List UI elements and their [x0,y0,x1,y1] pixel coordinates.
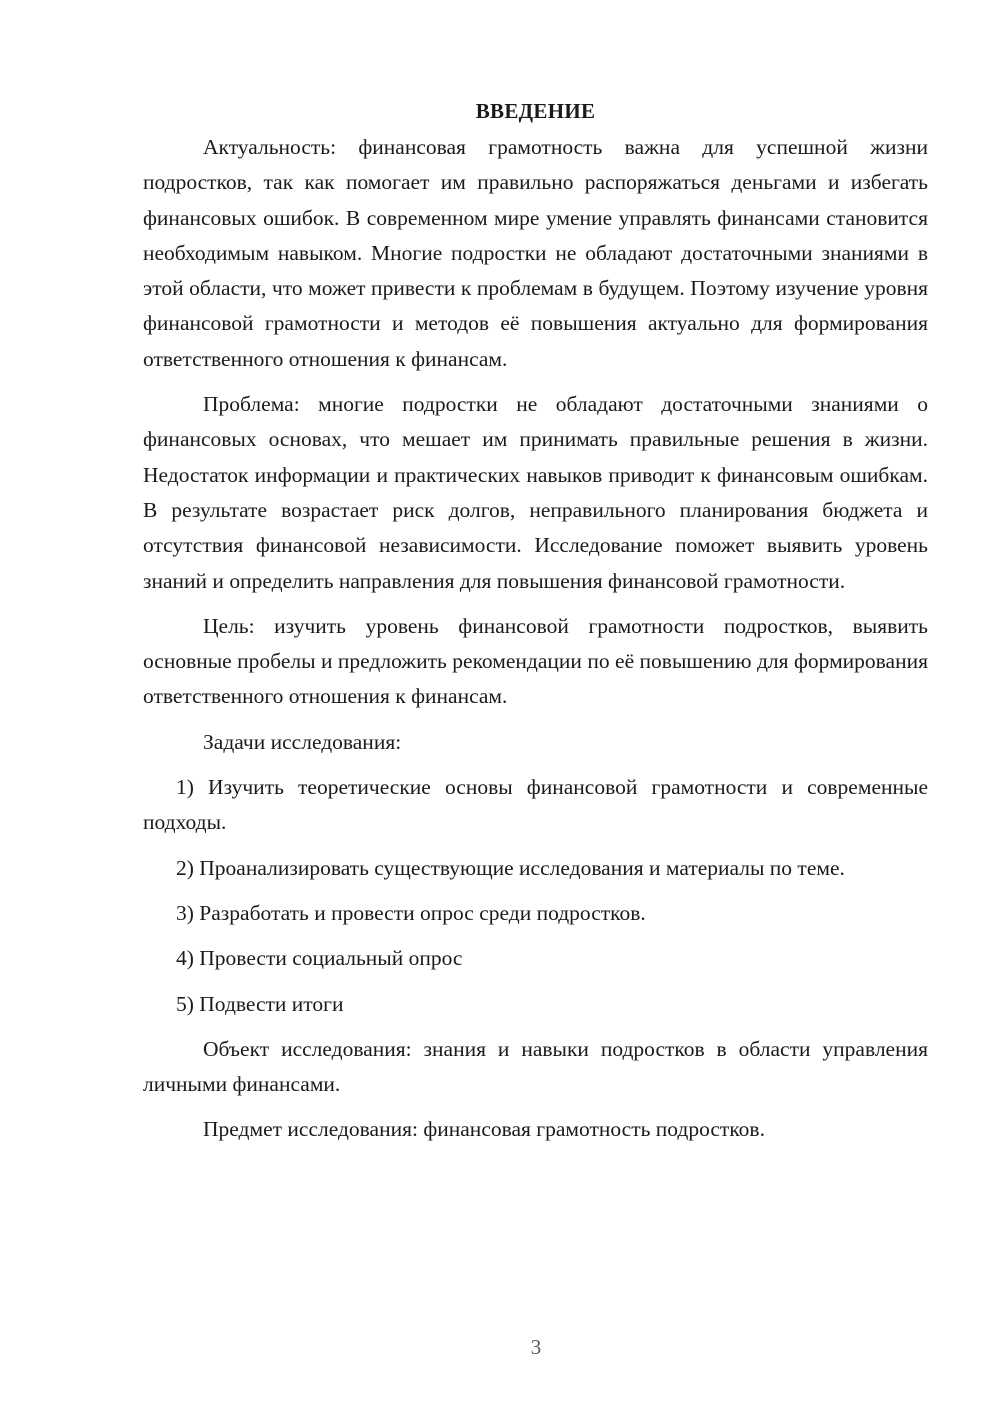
tasks-heading: Задачи исследования: [203,729,402,754]
goal-paragraph: Цель: изучить уровень финансовой грамотности подростков, выявить основные пробелы и предложить рекомендации по её повышению для формирования ответственного отношения к финансам. [143,613,928,709]
relevance-paragraph: Актуальность: финансовая грамотность важна для успешной жизни подростков, так как помогает им правильно распоряжаться деньгами и избегать финансовых ошибок. В современном мире умение управлять финансами становится необходимым навыком. Многие подростки не обладают достаточными знаниями в этой области, что может привести к проблемам в будущем. Поэтому изучение уровня финансовой грамотности и методов её повышения актуально для формирования ответственного отношения к финансам. [143,135,928,371]
task-item: 5) Подвести итоги [176,991,344,1016]
task-item: 3) Разработать и провести опрос среди подростков. [176,900,646,925]
section-title: ВВЕДЕНИЕ [475,99,596,123]
task-item: 4) Провести социальный опрос [176,946,463,971]
research-subject-paragraph: Предмет исследования: финансовая грамотность подростков. [203,1117,765,1142]
research-object-paragraph: Объект исследования: знания и навыки подростков в области управления личными финансами. [143,1036,928,1097]
problem-paragraph: Проблема: многие подростки не обладают достаточными знаниями о финансовых основах, что мешает им принимать правильные решения в жизни. Недостаток информации и практических навыков приводит к финансовым ошибкам. В результате возрастает риск долгов, неправильного планирования бюджета и отсутствия финансовой независимости. Исследование поможет выявить уровень знаний и определить направления для повышения финансовой грамотности. [143,392,928,593]
task-item: 1) Изучить теоретические основы финансовой грамотности и современные подходы. [143,775,928,835]
task-item: 2) Проанализировать существующие исследования и материалы по теме. [176,855,845,880]
page-number: 3 [530,1335,542,1359]
document-body [143,96,928,1158]
